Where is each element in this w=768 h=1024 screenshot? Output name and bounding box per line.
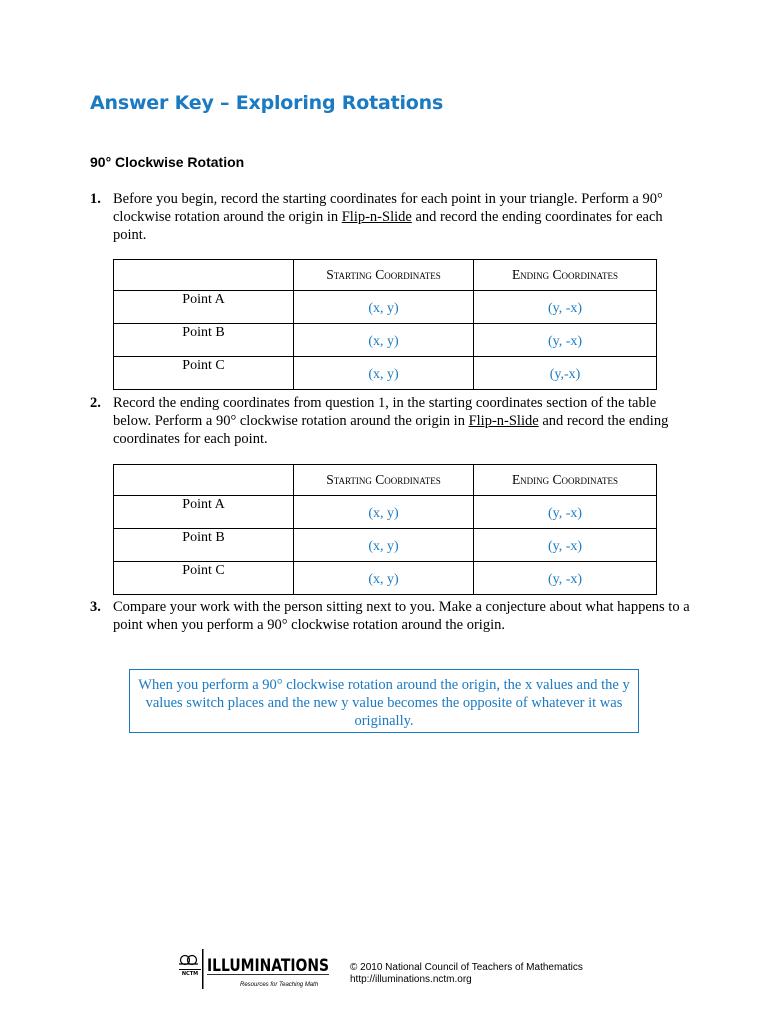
starting-coordinate: (x, y) <box>294 324 474 357</box>
ending-coordinates-header: Ending Coordinates <box>474 465 657 496</box>
question-text: Compare your work with the person sitting next to you. Make a conjecture about what happens to a point when you perform a 90° clockwise rotation around the origin. <box>113 599 690 633</box>
flip-n-slide-link[interactable]: Flip-n-Slide <box>468 413 539 429</box>
point-label: Point C <box>114 562 294 595</box>
copyright-text: © 2010 National Council of Teachers of Mathematics <box>350 962 583 973</box>
question-text <box>113 190 690 244</box>
question-number: 3. <box>90 599 101 615</box>
coordinates-table-1 <box>113 259 657 390</box>
footer-url-link[interactable]: http://illuminations.nctm.org <box>350 974 472 985</box>
coordinates-table-2 <box>113 464 657 595</box>
section-heading: 90° Clockwise Rotation <box>90 154 245 170</box>
answer-box: When you perform a 90° clockwise rotation around the origin, the x values and the y values switch places and the new y value becomes the opposite of whatever it was originally. <box>129 669 639 733</box>
ending-coordinate: (y,-x) <box>474 357 657 390</box>
question-number: 1. <box>90 191 101 207</box>
starting-coordinates-header: Starting Coordinates <box>294 465 474 496</box>
point-label: Point C <box>114 357 294 390</box>
starting-coordinate: (x, y) <box>294 291 474 324</box>
footer-credits <box>350 962 583 986</box>
table-row <box>114 291 657 324</box>
table-row <box>114 324 657 357</box>
point-label: Point A <box>114 496 294 529</box>
starting-coordinate: (x, y) <box>294 529 474 562</box>
ending-coordinate: (y, -x) <box>474 529 657 562</box>
table-header-empty <box>114 465 294 496</box>
table-row <box>114 496 657 529</box>
question-text-part: Record the ending coordinates from question 1, in the starting coordinates section of the table below. Perform a 90° clockwise rotation around the origin in <box>113 395 657 429</box>
ending-coordinate: (y, -x) <box>474 496 657 529</box>
question-number: 2. <box>90 395 101 411</box>
question-1 <box>90 190 690 244</box>
starting-coordinate: (x, y) <box>294 496 474 529</box>
table-row <box>114 562 657 595</box>
table-row <box>114 529 657 562</box>
table-header-row <box>114 465 657 496</box>
point-label: Point B <box>114 529 294 562</box>
ending-coordinates-header: Ending Coordinates <box>474 260 657 291</box>
nctm-badge: NCTM <box>181 971 199 977</box>
table-row <box>114 357 657 390</box>
question-3 <box>90 598 690 634</box>
illuminations-logo <box>173 944 333 992</box>
starting-coordinates-header: Starting Coordinates <box>294 260 474 291</box>
point-label: Point A <box>114 291 294 324</box>
flip-n-slide-link[interactable]: Flip-n-Slide <box>341 209 412 225</box>
logo-wordmark: ILLUMINATIONS <box>207 956 329 976</box>
ending-coordinate: (y, -x) <box>474 562 657 595</box>
page-title: Answer Key – Exploring Rotations <box>90 92 444 114</box>
question-text <box>113 394 690 448</box>
question-text-part: Before you begin, record the starting coordinates for each point in your triangle. Perform a 90° clockwise rotation around the origin in <box>113 191 663 225</box>
question-2 <box>90 394 690 448</box>
starting-coordinate: (x, y) <box>294 562 474 595</box>
table-header-empty <box>114 260 294 291</box>
question-text-part: and record the ending coordinates for each point. <box>113 209 663 243</box>
question-text-part: and record the ending coordinates for each point. <box>113 413 669 447</box>
point-label: Point B <box>114 324 294 357</box>
starting-coordinate: (x, y) <box>294 357 474 390</box>
ending-coordinate: (y, -x) <box>474 291 657 324</box>
logo-tagline: Resources for Teaching Math <box>240 982 319 988</box>
ending-coordinate: (y, -x) <box>474 324 657 357</box>
table-header-row <box>114 260 657 291</box>
